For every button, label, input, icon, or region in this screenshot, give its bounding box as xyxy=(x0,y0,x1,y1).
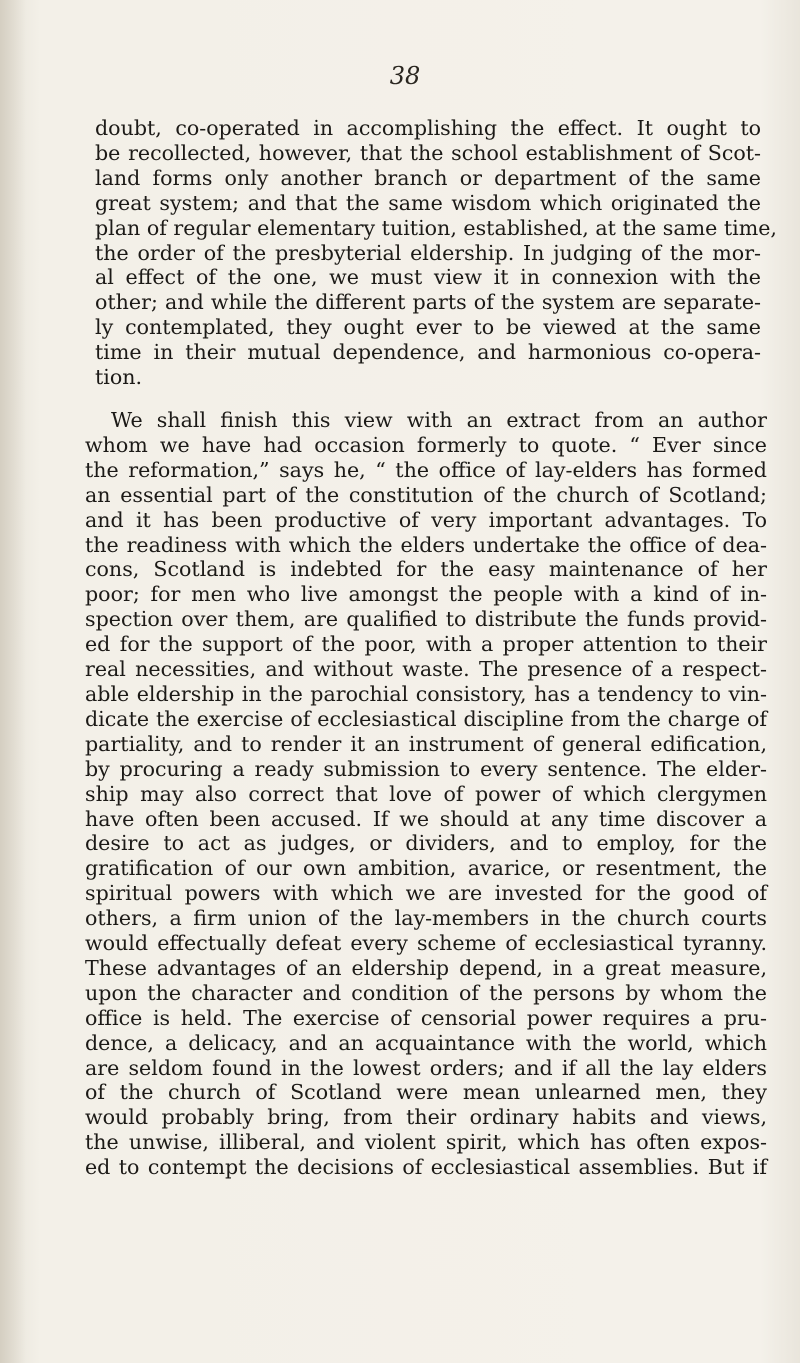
text-line: These advantages of an eldership depend, in a great measure, xyxy=(85,955,767,980)
text-line: doubt, co-operated in accomplishing the effect. It ought to xyxy=(95,116,761,140)
text-line: desire to act as judges, or dividers, and to employ, for the xyxy=(85,831,767,856)
text-line: be recollected, however, that the school establishment of Scot- xyxy=(95,140,761,165)
text-line: the unwise, illiberal, and violent spirit, which has often expos- xyxy=(85,1130,767,1155)
text-line: the order of the presbyterial eldership. In judging of the mor- xyxy=(95,240,761,265)
text-line: able eldership in the parochial consistory, has a tendency to vin- xyxy=(85,681,767,706)
text-line: poor; for men who live amongst the people with a kind of in- xyxy=(85,582,767,607)
text-line: ed for the support of the poor, with a proper attention to their xyxy=(85,632,767,657)
text-line: al effect of the one, we must view it in connexion with the xyxy=(95,265,761,290)
text-line: plan of regular elementary tuition, established, at the same time, xyxy=(95,215,777,240)
text-line: ly contemplated, they ought ever to be viewed at the same xyxy=(95,315,761,340)
text-line: partiality, and to render it an instrument of general edification, xyxy=(85,731,767,756)
text-line: spiritual powers with which we are invested for the good of xyxy=(85,881,767,906)
paragraph-1 xyxy=(95,116,777,390)
text-line: great system; and that the same wisdom which originated the xyxy=(95,190,761,215)
text-line: ship may also correct that love of power of which clergymen xyxy=(85,781,767,806)
page-edge-shadow xyxy=(0,0,26,1363)
text-line: the readiness with which the elders undertake the office of dea- xyxy=(85,532,767,557)
text-line: real necessities, and without waste. The presence of a respect- xyxy=(85,657,767,682)
text-line: time in their mutual dependence, and harmonious co-opera- xyxy=(95,340,761,365)
text-line: would probably bring, from their ordinary habits and views, xyxy=(85,1105,767,1130)
text-line: dicate the exercise of ecclesiastical discipline from the charge of xyxy=(85,706,767,731)
text-line: the reformation,” says he, “ the office of lay-elders has formed xyxy=(85,457,767,482)
page-number: 38 xyxy=(389,62,421,90)
text-line: others, a firm union of the lay-members in the church courts xyxy=(85,906,767,931)
text-line: gratification of our own ambition, avarice, or resentment, the xyxy=(85,856,767,881)
text-line: tion. xyxy=(95,365,143,390)
text-line: office is held. The exercise of censorial power requires a pru- xyxy=(85,1005,767,1030)
text-line: spection over them, are qualified to distribute the funds provid- xyxy=(85,607,767,632)
text-line: We shall finish this view with an extract from an author xyxy=(111,408,767,432)
paragraph-2 xyxy=(85,408,767,1180)
text-line: dence, a delicacy, and an acquaintance with the world, which xyxy=(85,1030,767,1055)
text-line: other; and while the different parts of the system are separate- xyxy=(95,290,761,315)
text-line: have often been accused. If we should at any time discover a xyxy=(85,806,767,831)
text-line: an essential part of the constitution of the church of Scotland; xyxy=(85,482,767,507)
text-line: ed to contempt the decisions of ecclesiastical assemblies. But if xyxy=(85,1155,767,1180)
text-line: whom we have had occasion formerly to quote. “ Ever since xyxy=(85,432,767,457)
text-line: land forms only another branch or department of the same xyxy=(95,165,761,190)
text-line: would effectually defeat every scheme of ecclesiastical tyranny. xyxy=(85,931,767,956)
text-line: by procuring a ready submission to every sentence. The elder- xyxy=(85,756,767,781)
text-line: cons, Scotland is indebted for the easy maintenance of her xyxy=(85,557,767,582)
text-line: of the church of Scotland were mean unlearned men, they xyxy=(85,1080,767,1105)
text-line: are seldom found in the lowest orders; and if all the lay elders xyxy=(85,1055,767,1080)
text-line: upon the character and condition of the persons by whom the xyxy=(85,980,767,1005)
text-line: and it has been productive of very important advantages. To xyxy=(85,507,767,532)
